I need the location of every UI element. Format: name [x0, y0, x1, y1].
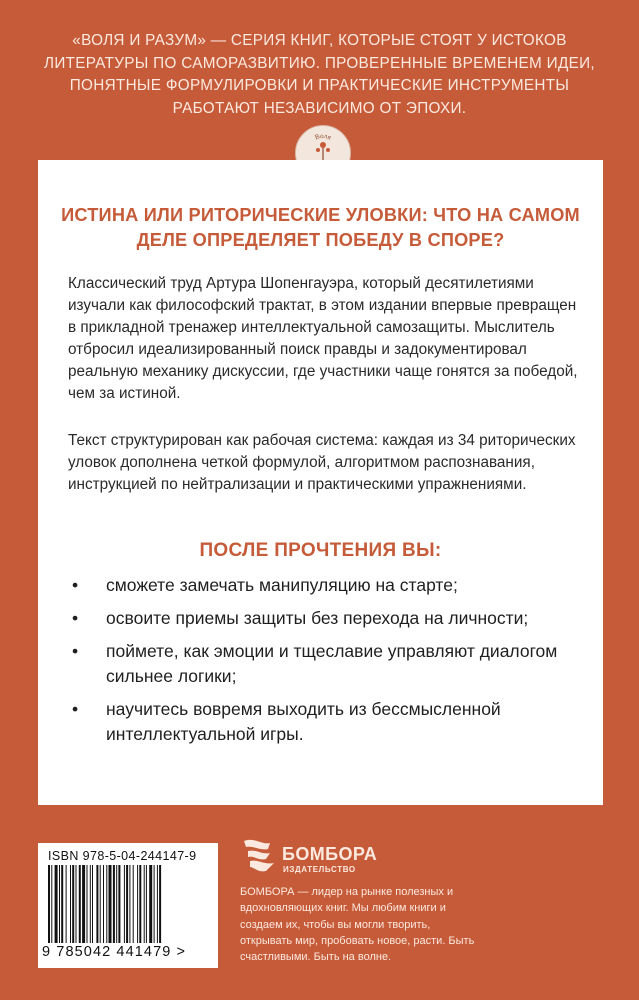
publisher-name: БОМБОРА	[282, 844, 378, 864]
list-item: • сможете замечать манипуляцию на старте;	[68, 573, 588, 598]
headline: ИСТИНА ИЛИ РИТОРИЧЕСКИЕ УЛОВКИ: ЧТО НА САМОМ ДЕЛЕ ОПРЕДЕЛЯЕТ ПОБЕДУ В СПОРЕ?	[61, 205, 580, 250]
paragraph-2: Текст структурирован как рабочая система: каждая из 34 риторических уловок дополнена четкой формулой, алгоритмом распознавания, инструкцией по нейтрализации и практическими упражнениями.	[68, 432, 576, 493]
svg-text:Воля	[314, 132, 333, 142]
description-card	[38, 160, 603, 805]
isbn-label: ISBN 978-5-04-244147-9	[48, 849, 197, 863]
bullet-icon: •	[72, 608, 79, 628]
logo-text-top: Воля	[313, 131, 333, 142]
list-item: • поймете, как эмоции и тщеславие управляют диалогом сильнее логики;	[72, 641, 558, 686]
bullet-icon: •	[72, 575, 79, 595]
paragraph-1: Классический труд Артура Шопенгауэра, который десятилетиями изучали как философский трактат, в этом издании впервые превращен в прикладной тренажер интеллектуальной самозащиты. Мыслитель отбросил идеализированный поиск правды и задокументировал реальную механику дискуссии, где участники чаще гонятся за победой, чем за истиной.	[68, 275, 578, 402]
series-blurb: «ВОЛЯ И РАЗУМ» — СЕРИЯ КНИГ, КОТОРЫЕ СТОЯТ У ИСТОКОВ ЛИТЕРАТУРЫ ПО САМОРАЗВИТИЮ. ПРОВЕРЕННЫЕ ВРЕМЕНЕМ ИДЕИ, ПОНЯТНЫЕ ФОРМУЛИРОВКИ И ПРАКТИЧЕСКИЕ ИНСТРУМЕНТЫ РАБОТАЮТ НЕЗАВИСИМО ОТ ЭПОХИ.	[44, 32, 595, 117]
bullet-icon: •	[72, 699, 79, 719]
after-reading-title: ПОСЛЕ ПРОЧТЕНИЯ ВЫ:	[199, 540, 442, 561]
barcode-box	[38, 843, 218, 968]
publisher-sub: ИЗДАТЕЛЬСТВО	[283, 865, 356, 874]
benefits-list	[68, 573, 588, 755]
list-item: • освоите приемы защиты без перехода на личности;	[68, 606, 588, 631]
barcode-digits: 9 785042 441479 >	[42, 944, 187, 960]
publisher-description: БОМБОРА — лидер на рынке полезных и вдохновляющих книг. Мы любим книги и создаем их, чтобы вы могли творить, открывать мир, пробовать новое, расти. Быть счастливыми. Быть на волне.	[240, 886, 475, 964]
bullet-icon: •	[72, 641, 79, 661]
barcode-icon	[48, 865, 208, 943]
list-item: • научитесь вовремя выходить из бессмысленной интеллектуальной игры.	[72, 699, 501, 744]
